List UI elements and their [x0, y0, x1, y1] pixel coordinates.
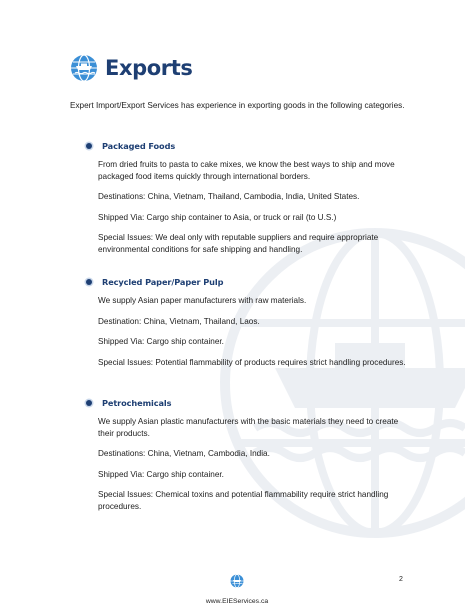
section-paragraph: Shipped Via: Cargo ship container.	[98, 469, 224, 479]
bullet-icon	[86, 400, 92, 406]
bullet-icon	[86, 279, 92, 285]
section-recycled-paper	[70, 277, 410, 377]
section-petrochemicals	[70, 398, 410, 521]
section-paragraph: We supply Asian plastic manufacturers with the basic materials they need to create their products.	[98, 417, 399, 438]
section-paragraph: Shipped Via: Cargo ship container to Asia, or truck or rail (to U.S.)	[98, 212, 337, 222]
section-paragraph: Destination: China, Vietnam, Thailand, Laos.	[98, 316, 260, 326]
footer-website-link[interactable]: www.EIEServices.ca	[205, 598, 269, 605]
section-heading	[70, 277, 410, 287]
page-title: Exports	[105, 56, 193, 80]
intro-paragraph: Expert Import/Export Services has experience in exporting goods in the following categories.	[70, 101, 405, 110]
page-header	[70, 54, 192, 82]
section-paragraph: Shipped Via: Cargo ship container.	[98, 337, 224, 346]
section-title: Petrochemicals	[102, 398, 172, 408]
globe-ship-logo-icon	[70, 54, 98, 82]
section-title: Packaged Foods	[102, 141, 176, 151]
section-heading	[70, 398, 410, 408]
section-title: Recycled Paper/Paper Pulp	[102, 277, 224, 287]
section-paragraph: Destinations: China, Vietnam, Cambodia, India.	[98, 449, 270, 458]
globe-ship-logo-icon	[230, 574, 244, 588]
section-paragraph: Destinations: China, Vietnam, Thailand, Cambodia, India, United States.	[98, 192, 360, 201]
section-paragraph: From dried fruits to pasta to cake mixes, we know the best ways to ship and move packaged food items quickly through international borders.	[98, 160, 395, 181]
section-packaged-foods	[70, 141, 410, 264]
section-paragraph: We supply Asian paper manufacturers with raw materials.	[98, 296, 307, 305]
section-paragraph: Special Issues: Potential flammability of products requires strict handling procedures.	[98, 357, 406, 367]
section-paragraph: Special Issues: Chemical toxins and potential flammability require strict handling procedures.	[98, 490, 389, 511]
page-number: 2	[399, 576, 403, 583]
bullet-icon	[86, 143, 92, 149]
section-paragraph: Special Issues: We deal only with reputable suppliers and require appropriate environmental conditions for safe shipping and handling.	[98, 233, 379, 254]
section-heading	[70, 141, 410, 151]
